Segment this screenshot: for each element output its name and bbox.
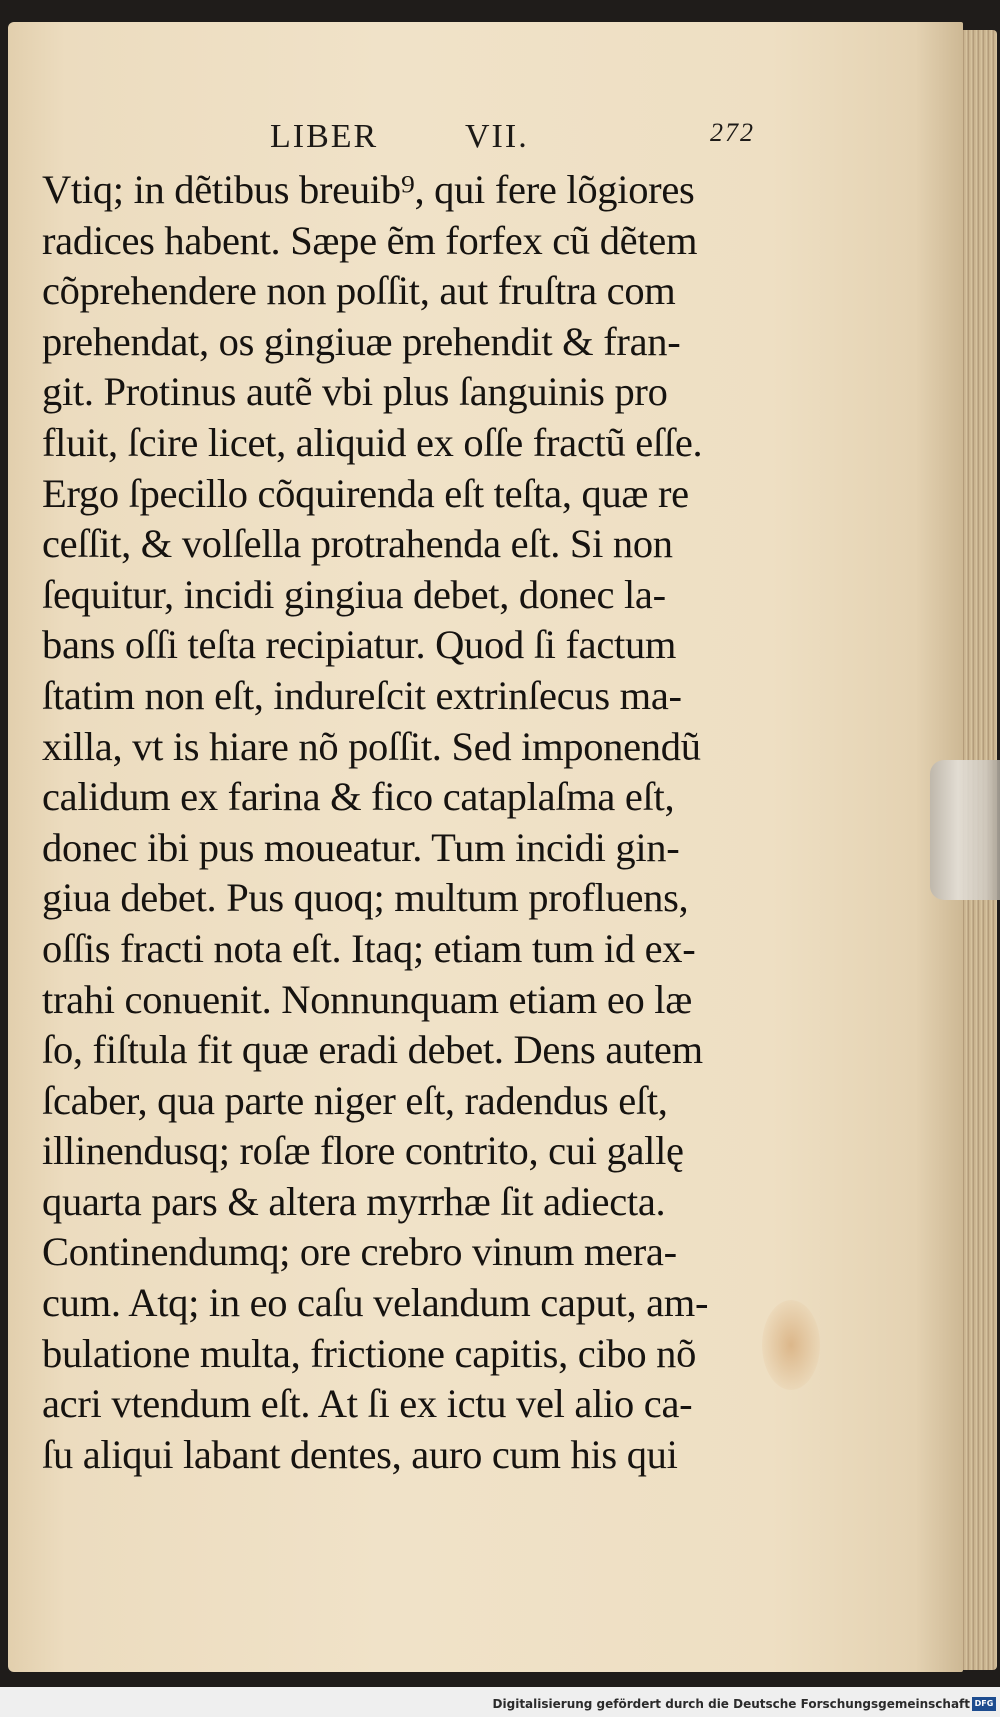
text-line: giua debet. Pus quoq; multum profluens, [42,875,689,921]
header-liber: LIBER [270,118,379,155]
text-line: oſſis fracti nota eſt. Itaq; etiam tum id ex- [42,925,696,971]
text-line: ceſſit, & volſella protrahenda eſt. Si non [42,521,673,567]
text-line: ſu aliqui labant dentes, auro cum his qui [42,1431,678,1477]
text-line: ſcaber, qua parte niger eſt, radendus eſt, [42,1077,668,1123]
text-line: ſequitur, incidi gingiua debet, donec la- [42,571,666,617]
text-line: acri vtendum eſt. At ſi ex ictu vel alio ca- [42,1381,693,1427]
text-line: trahi conuenit. Nonnunquam etiam eo læ [42,976,692,1022]
text-line: cum. Atq; in eo caſu velandum caput, am- [42,1280,709,1326]
text-line: radices habent. Sæpe ẽm forfex cũ dẽtem [42,217,698,263]
body-text [42,165,762,1480]
footer-bar [0,1687,1000,1717]
text-line: donec ibi pus moueatur. Tum incidi gin- [42,824,680,870]
page-stain [762,1300,820,1390]
text-line: bulatione multa, frictione capitis, cibo nõ [42,1330,697,1376]
text-line: ſtatim non eſt, indureſcit extrinſecus ma- [42,672,682,718]
dfg-logo: DFG [972,1697,996,1711]
page-clip [930,760,1000,900]
text-line: bans oſſi teſta recipiatur. Quod ſi factum [42,622,677,668]
text-line: git. Protinus autẽ vbi plus ſanguinis pro [42,369,668,415]
text-line: Ergo ſpecillo cõquirenda eſt teſta, quæ re [42,470,689,516]
text-line: prehendat, os gingiuæ prehendit & fran- [42,318,681,364]
text-line: Continendumq; ore crebro vinum mera- [42,1229,677,1275]
text-line: calidum ex farina & fico cataplaſma eſt, [42,774,675,820]
text-line: Vtiq; in dẽtibus breuib⁹, qui fere lõgiores [42,167,695,212]
text-line: fluit, ſcire licet, aliquid ex oſſe fractũ eſſe. [42,419,703,465]
header-book-number: VII. [465,118,529,155]
text-line: ſo, fiſtula fit quæ eradi debet. Dens autem [42,1027,703,1073]
running-header [40,118,755,158]
funding-credit: Digitalisierung gefördert durch die Deutsche Forschungsgemeinschaft [492,1697,970,1711]
text-line: cõprehendere non poſſit, aut fruſtra com [42,268,676,314]
text-line: xilla, vt is hiare nõ poſſit. Sed imponendũ [42,723,701,769]
text-line: quarta pars & altera myrrhæ ſit adiecta. [42,1178,666,1224]
text-line: illinendusq; roſæ flore contrito, cui gallę [42,1128,684,1174]
folio-number: 272 [710,118,755,147]
